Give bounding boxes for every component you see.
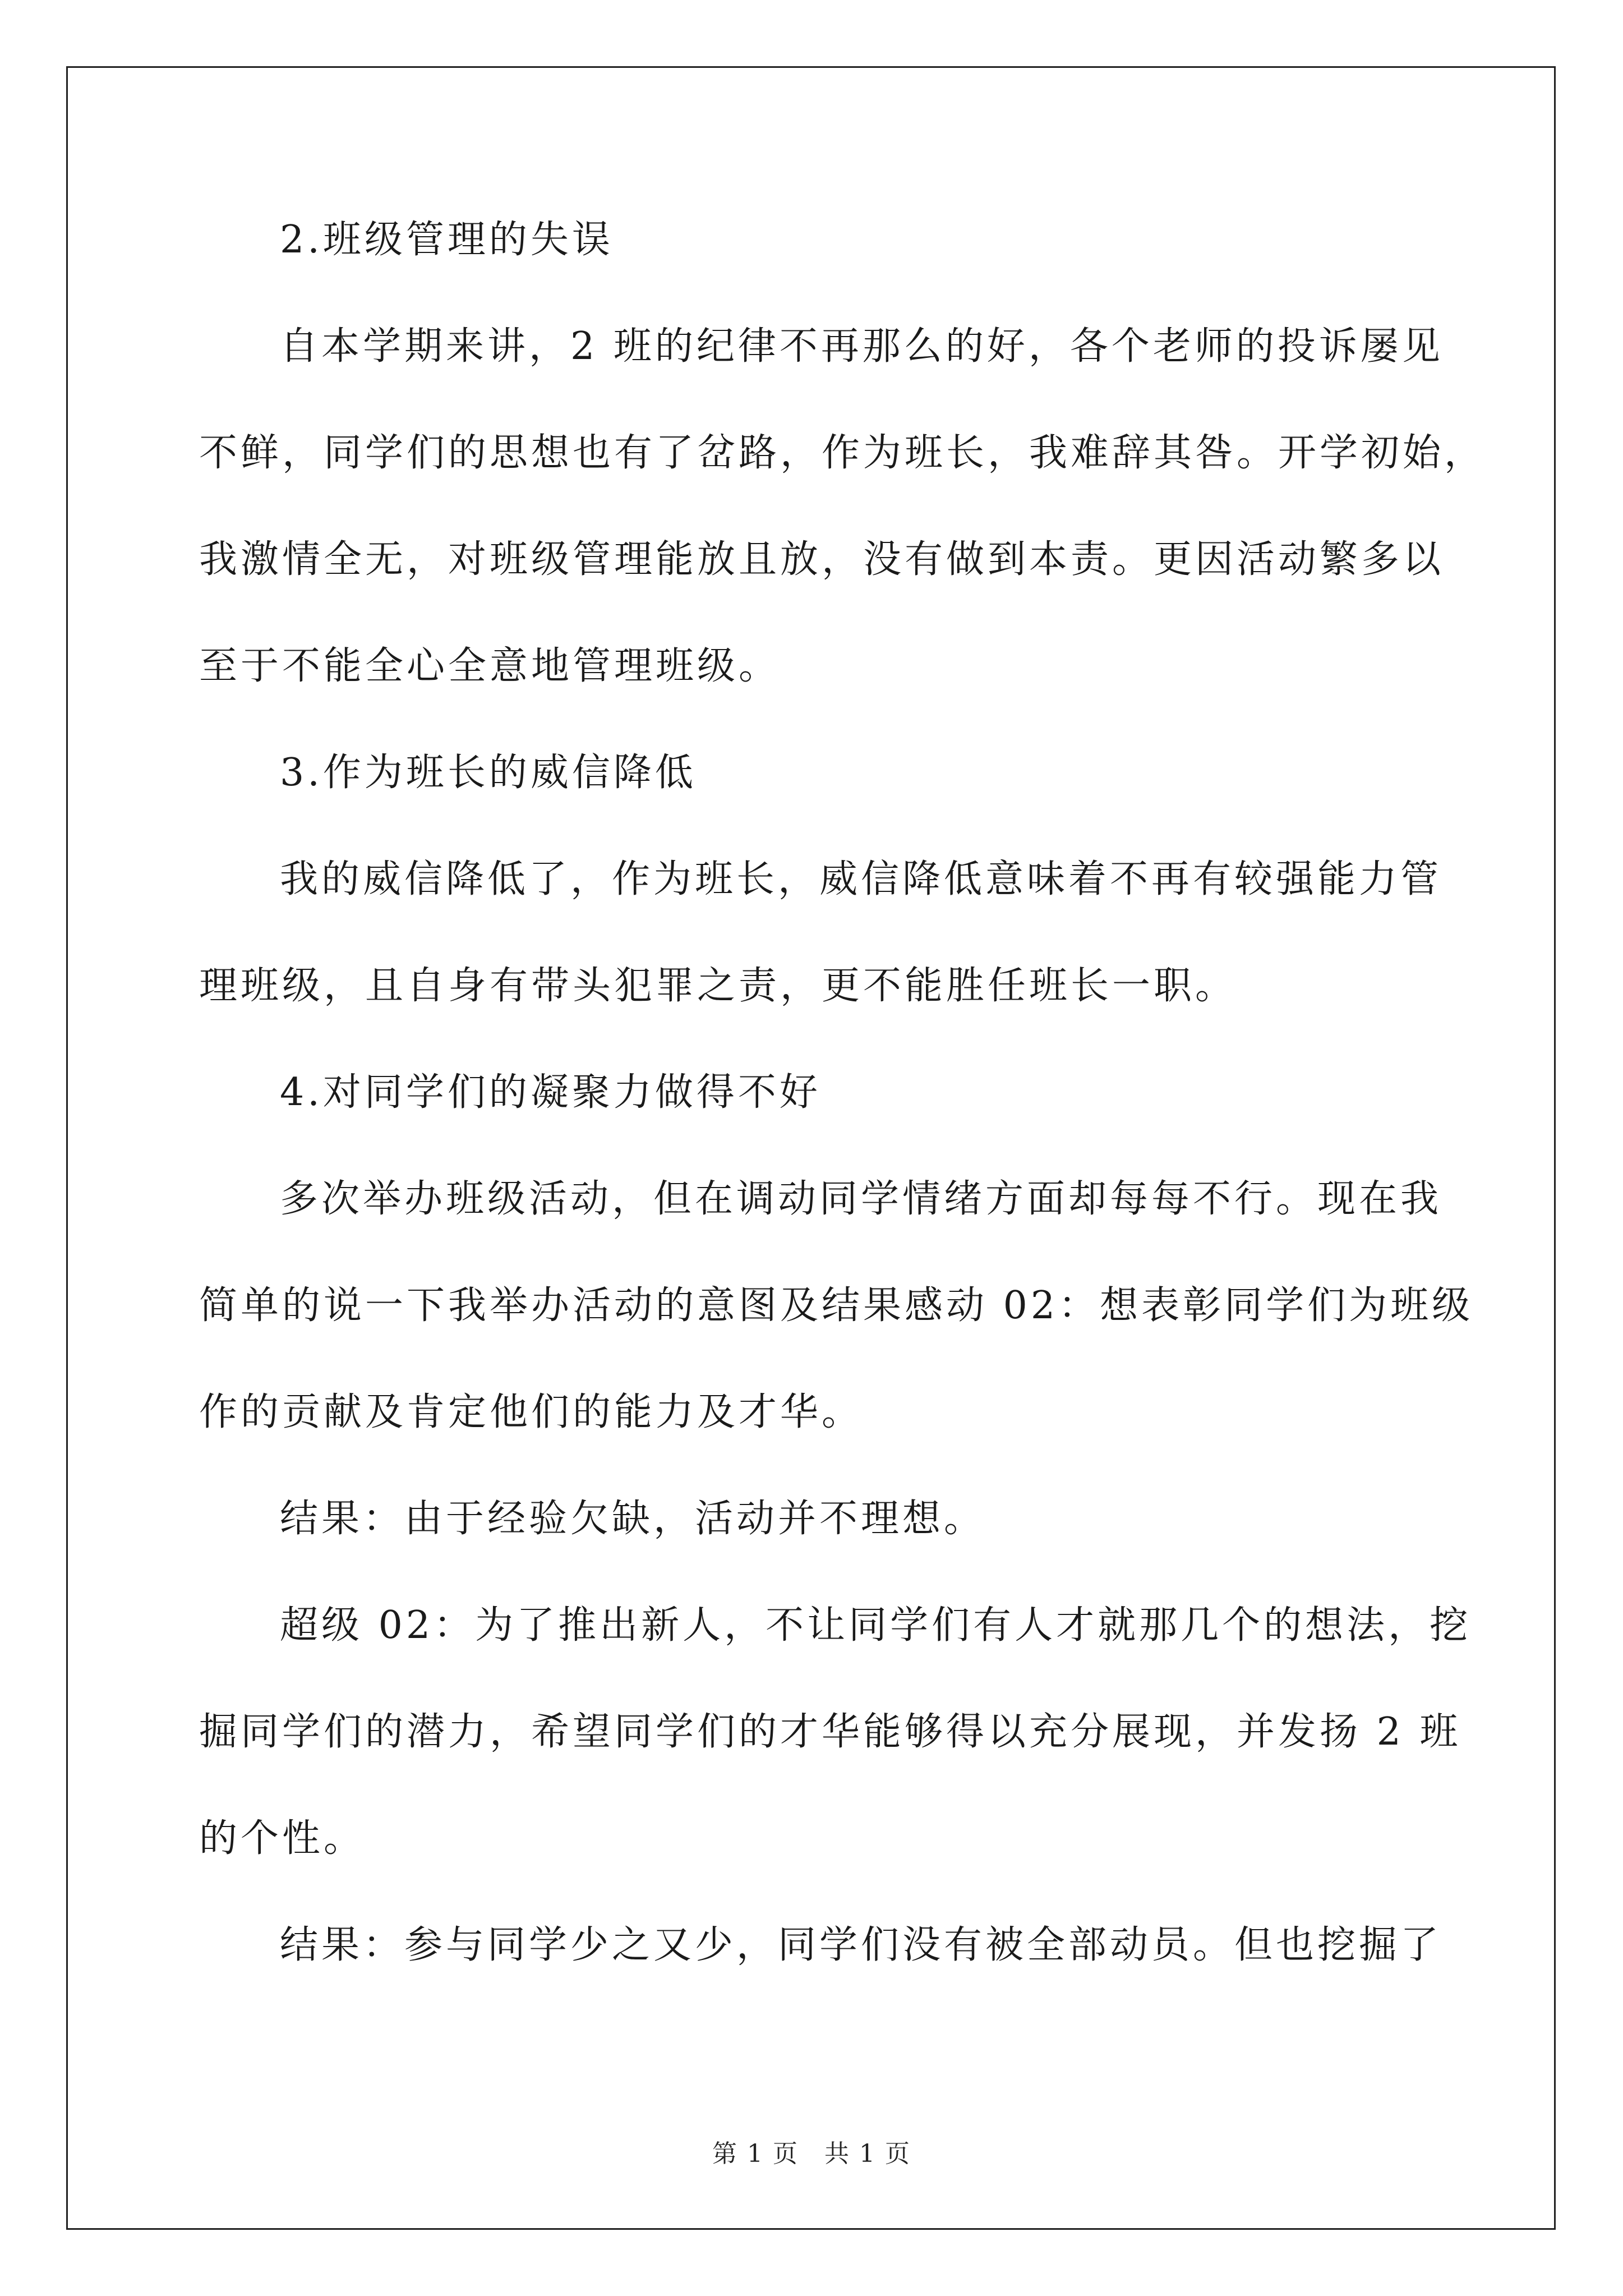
section-heading: 3.作为班长的威信降低 [280, 751, 697, 795]
paragraph-line: 至于不能全心全意地管理班级。 [199, 644, 781, 688]
section-heading: 2.班级管理的失误 [280, 218, 614, 262]
paragraph-line: 超级 02：为了推出新人，不让同学们有人才就那几个的想法，挖 [280, 1603, 1472, 1648]
paragraph-line: 掘同学们的潜力，希望同学们的才华能够得以充分展现，并发扬 2 班 [199, 1710, 1461, 1754]
page-border [66, 66, 1556, 2230]
paragraph-line: 不鲜，同学们的思想也有了岔路，作为班长，我难辞其咎。开学初始， [199, 431, 1486, 475]
paragraph-line: 我的威信降低了，作为班长，威信降低意味着不再有较强能力管 [280, 857, 1442, 901]
paragraph-line: 简单的说一下我举办活动的意图及结果感动 02：想表彰同学们为班级 [199, 1283, 1474, 1328]
section-heading: 4.对同学们的凝聚力做得不好 [280, 1070, 821, 1115]
paragraph-line: 结果：参与同学少之又少，同学们没有被全部动员。但也挖掘了 [280, 1923, 1442, 1967]
page-footer: 第 1 页 共 1 页 [712, 2139, 911, 2168]
paragraph-line: 结果：由于经验欠缺，活动并不理想。 [280, 1497, 986, 1541]
paragraph-line: 作的贡献及肯定他们的能力及才华。 [199, 1390, 864, 1434]
paragraph-line: 理班级，且自身有带头犯罪之责，更不能胜任班长一职。 [199, 964, 1237, 1008]
paragraph-line: 的个性。 [199, 1816, 366, 1861]
paragraph-line: 多次举办班级活动，但在调动同学情绪方面却每每不行。现在我 [280, 1177, 1442, 1221]
paragraph-line: 自本学期来讲，2 班的纪律不再那么的好，各个老师的投诉屡见 [280, 324, 1444, 369]
paragraph-line: 我激情全无，对班级管理能放且放，没有做到本责。更因活动繁多以 [199, 537, 1445, 582]
